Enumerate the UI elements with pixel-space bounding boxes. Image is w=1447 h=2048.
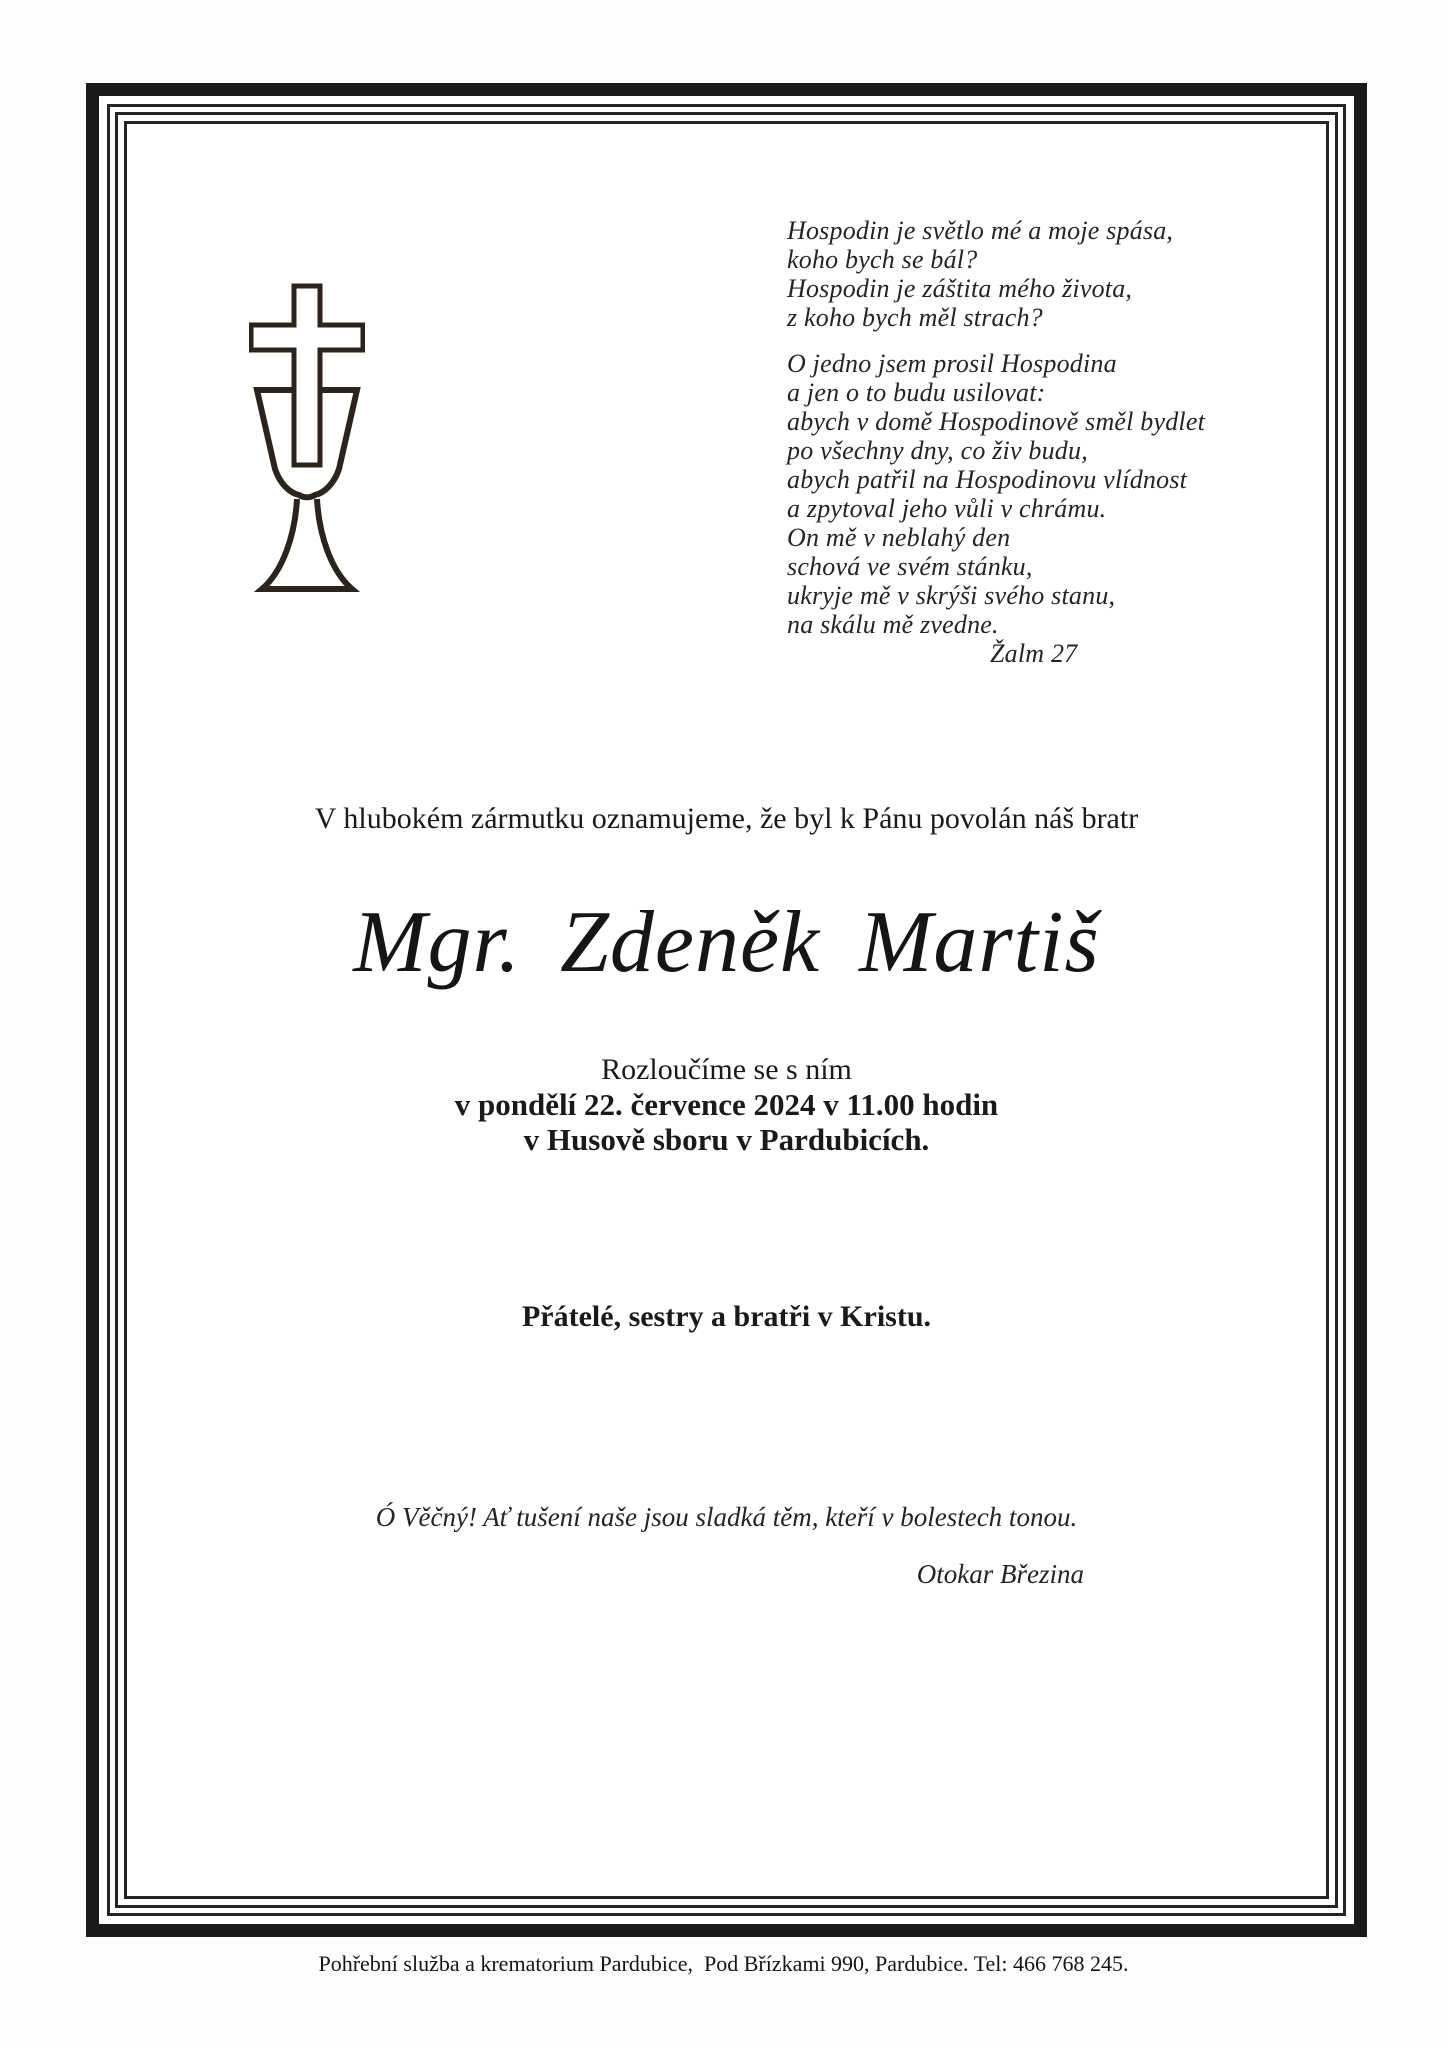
ceremony-intro: Rozloučíme se s ním: [601, 1053, 852, 1086]
quote-text: Ó Věčný! Ať tušení naše jsou sladká těm, kteří v bolestech tonou.: [375, 1502, 1078, 1532]
psalm-poem: [787, 216, 1205, 668]
hussite-chalice-icon: [249, 282, 365, 600]
psalm-line: abych patřil na Hospodinovu vlídnost: [787, 465, 1188, 494]
frame-line-1: [107, 104, 1346, 1916]
closing-quote: [127, 1502, 1326, 1590]
mourners-line: Přátelé, sestry a bratři v Kristu.: [521, 1300, 932, 1333]
psalm-attribution: Žalm 27: [990, 639, 1078, 668]
frame-line-3: [124, 121, 1329, 1899]
psalm-line: ukryje mě v skrýši svého stanu,: [787, 581, 1116, 610]
frame-line-2: [115, 112, 1338, 1908]
psalm-line: koho bych se bál?: [787, 245, 978, 274]
psalm-line: a jen o to budu usilovat:: [787, 378, 1046, 407]
quote-author: Otokar Březina: [916, 1559, 1084, 1589]
psalm-line: On mě v neblahý den: [787, 523, 1011, 552]
mourning-frame: [86, 83, 1367, 1937]
psalm-stanza-1: [787, 216, 1205, 332]
ceremony-details: [127, 1052, 1326, 1157]
psalm-line: schová ve svém stánku,: [787, 552, 1033, 581]
psalm-line: O jedno jsem prosil Hospodina: [787, 349, 1117, 378]
deceased-name: Mgr. Zdeněk Martiš: [353, 894, 1100, 991]
announcement-line: V hlubokém zármutku oznamujeme, že byl k Pánu povolán náš bratr: [314, 802, 1139, 835]
psalm-line: Hospodin je světlo mé a moje spása,: [787, 216, 1174, 245]
ceremony-date-time: v pondělí 22. července 2024 v 11.00 hodin: [454, 1087, 999, 1122]
psalm-stanza-2: [787, 349, 1205, 639]
notice-content: [127, 124, 1326, 1896]
psalm-line: po všechny dny, co živ budu,: [787, 436, 1088, 465]
ceremony-place: v Husově sboru v Pardubicích.: [523, 1122, 930, 1157]
psalm-line: na skálu mě zvedne.: [787, 610, 999, 639]
psalm-line: z koho bych měl strach?: [787, 303, 1043, 332]
psalm-line: Hospodin je záštita mého života,: [787, 274, 1133, 303]
psalm-line: a zpytoval jeho vůli v chrámu.: [787, 494, 1107, 523]
psalm-line: abych v domě Hospodinově směl bydlet: [787, 407, 1206, 436]
funeral-home-footer: Pohřební služba a krematorium Pardubice, Pod Břízkami 990, Pardubice. Tel: 466 768 245.: [318, 1951, 1129, 1976]
